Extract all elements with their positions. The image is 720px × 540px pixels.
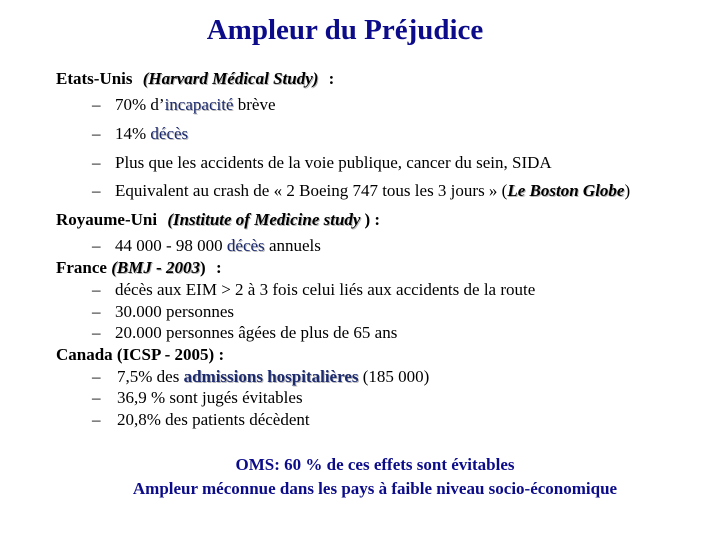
fr-item-1: [92, 280, 535, 300]
uk-heading: [56, 210, 380, 230]
uk-item-1: [92, 236, 321, 256]
fr-country: France: [56, 258, 107, 277]
ca-item-1: [92, 367, 429, 387]
oms-statement: OMS: 60 % de ces effets sont évitables: [235, 455, 515, 474]
us-source: (Harvard Médical Study): [142, 69, 319, 88]
page-title: Ampleur du Préjudice: [206, 14, 484, 46]
us-item-3-text: Plus que les accidents de la voie publique, cancer du sein, SIDA: [115, 153, 552, 172]
uk-item-1-tail: annuels: [264, 236, 321, 255]
dash: –: [92, 388, 101, 407]
ca-item-1-text: 7,5% des: [117, 367, 184, 386]
us-item-1-text: 70% d’: [115, 95, 165, 114]
us-item-3: [92, 153, 552, 173]
fr-item-3-text: 20.000 personnes âgées de plus de 65 ans: [115, 323, 398, 342]
uk-close: ) :: [364, 210, 381, 229]
fr-item-1-text: décès aux EIM > 2 à 3 fois celui liés aux accidents de la route: [115, 280, 536, 299]
ca-item-1-emph: admissions hospitalières: [183, 367, 359, 386]
dash: –: [92, 181, 101, 200]
us-item-4-source: Le Boston Globe: [507, 181, 625, 200]
fr-item-2: [92, 302, 234, 322]
us-item-2-text: 14%: [115, 124, 151, 143]
us-item-1-emph: incapacité: [164, 95, 234, 114]
dash: –: [92, 95, 101, 114]
fr-item-2-text: 30.000 personnes: [115, 302, 234, 321]
ca-item-2-text: 36,9 % sont jugés évitables: [117, 388, 303, 407]
ca-heading: Canada (ICSP - 2005) :: [56, 345, 225, 364]
dash: –: [92, 367, 101, 386]
ca-item-2: [92, 388, 303, 408]
awareness-statement: Ampleur méconnue dans les pays à faible niveau socio-économique: [132, 479, 618, 498]
ca-item-1-tail: (185 000): [358, 367, 430, 386]
fr-source: (BMJ - 2003: [111, 258, 201, 277]
fr-colon: :: [215, 258, 222, 277]
dash: –: [92, 323, 101, 342]
us-item-4: [92, 181, 630, 201]
us-item-4-text: Equivalent au crash de « 2 Boeing 747 tous les 3 jours » (: [115, 181, 508, 200]
us-item-2: [92, 124, 188, 144]
ca-item-3-text: 20,8% des patients décèdent: [117, 410, 310, 429]
dash: –: [92, 410, 101, 429]
dash: –: [92, 124, 101, 143]
fr-item-3: [92, 323, 397, 343]
dash: –: [92, 153, 101, 172]
fr-heading: [56, 258, 222, 278]
uk-country: Royaume-Uni: [56, 210, 158, 229]
us-country: Etats-Unis: [56, 69, 133, 88]
us-item-1-tail: brève: [233, 95, 276, 114]
us-item-4-tail: ): [624, 181, 631, 200]
us-item-2-emph: décès: [150, 124, 189, 143]
us-colon: :: [328, 69, 335, 88]
ca-item-3: [92, 410, 310, 430]
uk-item-1-emph: décès: [226, 236, 265, 255]
dash: –: [92, 280, 101, 299]
uk-item-1-text: 44 000 - 98 000: [115, 236, 227, 255]
uk-source: (Institute of Medicine study: [167, 210, 361, 229]
us-item-1: [92, 95, 276, 115]
dash: –: [92, 302, 101, 321]
fr-close: ): [200, 258, 206, 277]
us-heading: [56, 69, 334, 89]
dash: –: [92, 236, 101, 255]
